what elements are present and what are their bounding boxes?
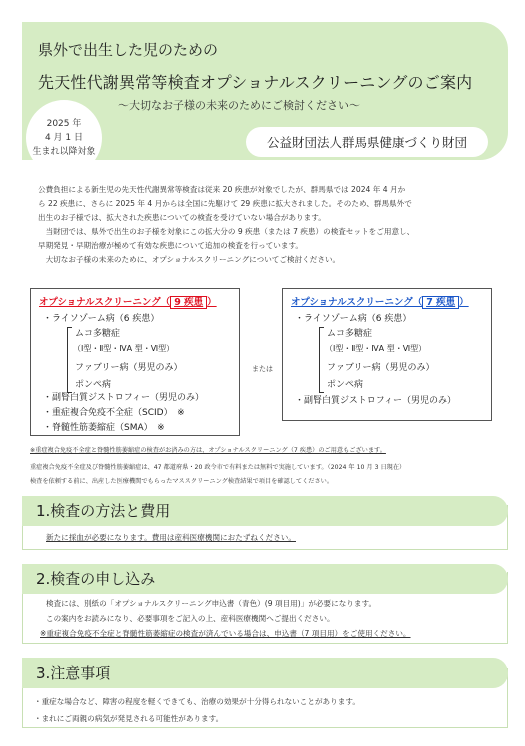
- note-check-results: 検査を依頼する前に、出産した医療機関でもらったマススクリーニング検査結果で項目を確認してください。: [30, 478, 334, 485]
- option-9-muco: ムコ多糖症: [75, 329, 121, 339]
- intro-text: [38, 183, 493, 267]
- option-7-pompe: ポンペ病: [327, 380, 364, 390]
- option-9-bracket: [67, 327, 68, 393]
- intro-line: 出生のお子様では、拡大された疾患についての検査を受けていない場合があります。: [38, 213, 326, 222]
- option-9-scid: ・重症複合免疫不全症（SCID） ※: [43, 408, 185, 418]
- intro-line: 大切なお子様の未来のために、オプショナルスクリーニングについてご検討ください。: [38, 255, 341, 264]
- intro-line: 当財団では、県外で出生のお子様を対象にこの拡大分の 9 疾患（または 7 疾患）の検査セットをご用意し、: [38, 227, 415, 236]
- option-9-ald: ・副腎白質ジストロフィー（男児のみ）: [43, 393, 205, 403]
- option-7-title: オプショナルスクリーニング（ 7 疾患 ）: [291, 297, 469, 308]
- section-2-text: 検査には、別紙の「オプショナルスクリーニング申込書（青色）(9 項目用)」が必要になります。: [46, 599, 377, 608]
- option-7-box: [282, 288, 492, 421]
- option-7-bracket: [319, 327, 320, 393]
- section-2-title: 2.検査の申し込み: [36, 570, 156, 588]
- section-1-text: 新たに採血が必要になります。費用は産科医療機関におたずねください。: [46, 533, 296, 542]
- organization-badge: [246, 127, 488, 157]
- option-9-fabry: ファブリー病（男児のみ）: [75, 363, 183, 373]
- option-9-muco-types: （Ⅰ型・Ⅱ型・ⅣA 型・Ⅵ型）: [73, 344, 175, 353]
- option-7-ald: ・副腎白質ジストロフィー（男児のみ）: [295, 396, 457, 406]
- or-label: または: [252, 365, 273, 373]
- date-target: 生まれ以降対象: [32, 147, 96, 157]
- section-1-title: 1.検査の方法と費用: [36, 502, 171, 520]
- title-line1: 県外で出生した児のための: [38, 41, 219, 59]
- organization-name: 公益財団法人群馬県健康づくり財団: [266, 135, 467, 150]
- option-7-muco: ムコ多糖症: [327, 329, 373, 339]
- section-3-text: ・まれにご両親の病気が発見される可能性があります。: [34, 714, 224, 723]
- intro-line: 公費負担による新生児の先天性代謝異常等検査は従来 20 疾患が対象でしたが、群馬県では 2024 年 4 月か: [38, 185, 406, 194]
- option-7-muco-types: （Ⅰ型・Ⅱ型・ⅣA 型・Ⅵ型）: [325, 344, 427, 353]
- option-7-fabry: ファブリー病（男児のみ）: [327, 363, 435, 373]
- section-2-note: ※重症複合免疫不全症と脊髄性筋萎縮症の検査が済んでいる場合は、申込書（7 項目用）をご使用ください。: [40, 629, 411, 638]
- section-3-title: 3.注意事項: [36, 664, 111, 682]
- option-9-pompe: ポンペ病: [75, 380, 112, 390]
- option-9-box: [30, 288, 240, 436]
- date-year: 2025 年: [46, 119, 82, 129]
- section-3-text: ・重症な場合など、障害の程度を軽くできても、治療の効果が十分得られないことがあります。: [34, 697, 360, 706]
- date-badge: [26, 100, 102, 176]
- option-9-sma: ・脊髄性筋萎縮症（SMA） ※: [43, 423, 165, 433]
- page-title: 先天性代謝異常等検査オプショナルスクリーニングのご案内: [38, 73, 473, 92]
- note-availability: 重症複合免疫不全症及び脊髄性筋萎縮症は、47 都道府県・20 政令市で有料または無料で実施しています。（2024 年 10 月 3 日現在）: [30, 464, 406, 471]
- note-7-disease-option: ※重症複合免疫不全症と脊髄性筋萎縮症の検査がお済みの方は、オプショナルスクリーニング（7 疾患）のご用意もございます。: [30, 447, 386, 454]
- section-2-text: この案内をお読みになり、必要事項をご記入の上、産科医療機関へご提出ください。: [46, 614, 335, 623]
- intro-line: 早期発見・早期治療が極めて有効な疾患について追加の検査を行っています。: [38, 241, 304, 250]
- option-9-lysosomal: ・ライソゾーム病（6 疾患）: [43, 314, 160, 324]
- option-9-title: オプショナルスクリーニング（ 9 疾患 ）: [39, 297, 217, 308]
- intro-line: ら 22 疾患に、さらに 2025 年 4 月からは全国に先駆けて 29 疾患に拡大されました。そのため、群馬県外で: [38, 199, 412, 208]
- date-day: 4 月 1 日: [44, 133, 84, 143]
- page-subtitle: ～大切なお子様の未来のためにご検討ください～: [118, 99, 360, 112]
- option-7-lysosomal: ・ライソゾーム病（6 疾患）: [295, 314, 412, 324]
